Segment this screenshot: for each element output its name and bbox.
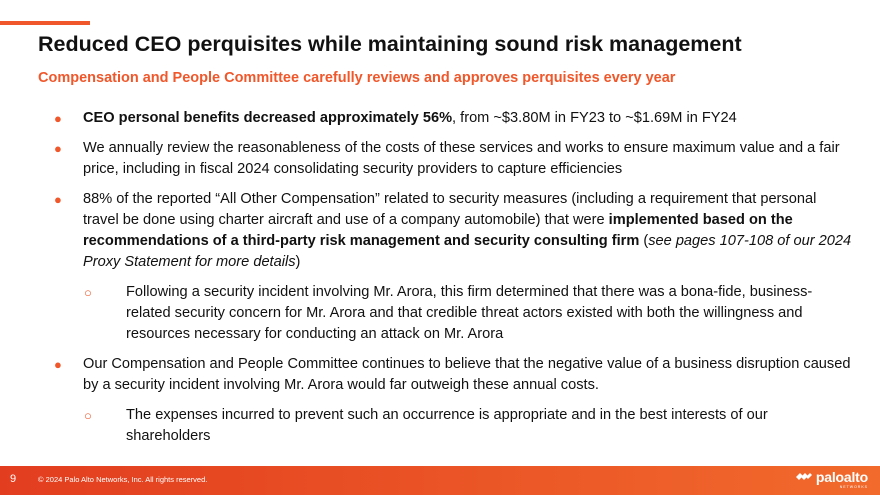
copyright-text: © 2024 Palo Alto Networks, Inc. All rights reserved. (38, 475, 208, 484)
bullet-item-3 (54, 189, 854, 273)
page-title: Reduced CEO perquisites while maintaining sound risk management (38, 32, 742, 56)
bullet-icon: ● (54, 357, 62, 372)
bullet-2-text: We annually review the reasonableness of the costs of these services and works to ensure maximum value and a fair price, including in fiscal 2024 consolidating security providers to capture efficiencies (83, 140, 840, 177)
bullet-item-1 (54, 108, 854, 129)
bullet-item-2 (54, 138, 854, 180)
page-subtitle: Compensation and People Committee carefully reviews and approves perquisites every year (38, 70, 676, 86)
sub-bullet-2-text: The expenses incurred to prevent such an occurrence is appropriate and in the best interests of our shareholders (126, 407, 768, 444)
logo-subtext: NETWORKS (839, 485, 868, 489)
bullet-list (54, 108, 854, 456)
bullet-icon: ● (54, 111, 62, 126)
bullet-3-emphasis: implemented based on the recommendations of a third-party risk management and security consulting firm (83, 212, 793, 249)
bullet-1-emphasis: CEO personal benefits decreased approximately 56% (83, 110, 453, 126)
logo-wordmark: paloalto (815, 469, 868, 485)
sub-bullet-icon: ○ (84, 285, 92, 300)
paloalto-logo-icon (795, 470, 813, 484)
sub-bullet-icon: ○ (84, 408, 92, 423)
bullet-3-text: 88% of the reported “All Other Compensation” related to security measures (including a requirement that personal travel be done using charter aircraft and use of a company automobile) that were (83, 191, 817, 228)
bullet-item-4 (54, 354, 854, 396)
bullet-3-paren-close: ) (295, 254, 301, 270)
footer-bar (0, 466, 880, 495)
accent-bar (0, 21, 90, 25)
bullet-1-text: , from ~$3.80M in FY23 to ~$1.69M in FY24 (452, 110, 737, 126)
bullet-icon: ● (54, 192, 62, 207)
sub-bullet-item-2 (54, 405, 854, 447)
bullet-icon: ● (54, 141, 62, 156)
sub-bullet-1-text: Following a security incident involving Mr. Arora, this firm determined that there was a bona-fide, business-related security concern for Mr. Arora and that credible threat actors existed with both the willingness and resources necessary for conducting an attack on Mr. Arora (126, 284, 813, 342)
company-logo (795, 469, 868, 489)
bullet-4-text: Our Compensation and People Committee continues to believe that the negative value of a business disruption caused by a security incident involving Mr. Arora would far outweigh these annual costs. (83, 356, 851, 393)
sub-bullet-item-1 (54, 282, 854, 345)
page-number: 9 (10, 473, 17, 485)
bullet-3-reference: see pages 107-108 of our 2024 Proxy Statement for more details (83, 233, 852, 270)
bullet-3-paren-open: ( (639, 233, 649, 249)
